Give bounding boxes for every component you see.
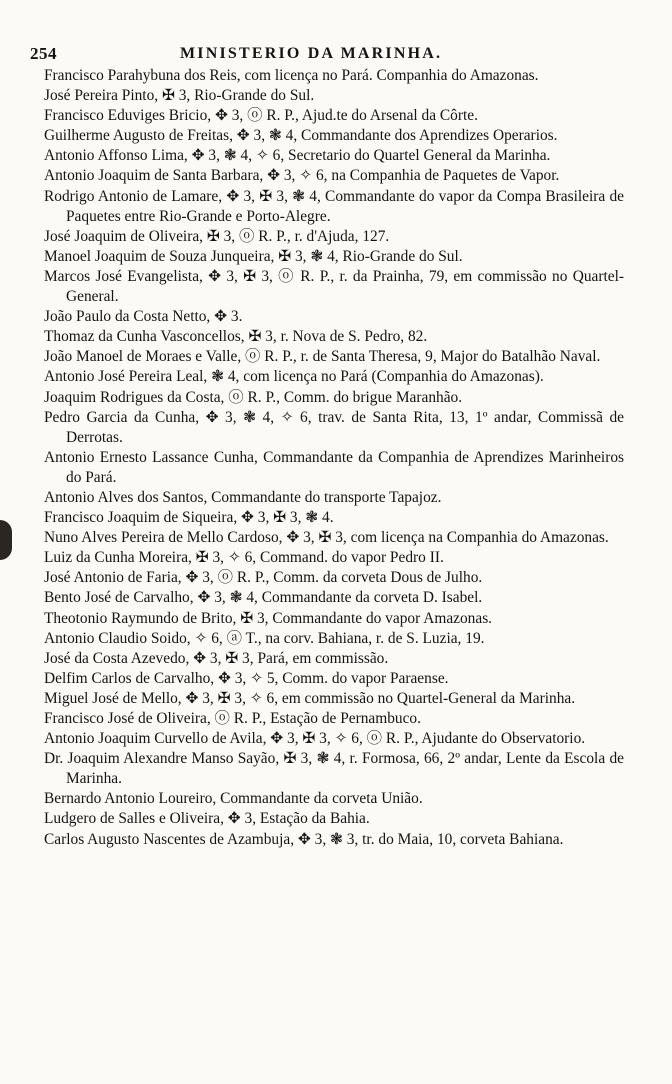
personnel-entry: Antonio Claudio Soido, ✧ 6, ⓐ T., na corv. Bahiana, r. de S. Luzia, 19. [44,629,485,647]
personnel-entry: Nuno Alves Pereira de Mello Cardoso, ✥ 3, ✠ 3, com licença na Companhia do Amazonas. [44,529,609,547]
personnel-entry: Luiz da Cunha Moreira, ✠ 3, ✧ 6, Command. do vapor Pedro II. [44,549,444,567]
personnel-entry: José Antonio de Faria, ✥ 3, ⓞ R. P., Comm. da corveta Dous de Julho. [44,569,483,587]
personnel-entry: Dr. Joaquim Alexandre Manso Sayão, ✠ 3, ❃ 4, r. Formosa, 66, 2º andar, Lente da Escola de Marinha. [44,750,624,788]
personnel-entry: Theotonio Raymundo de Brito, ✠ 3, Commandante do vapor Amazonas. [44,609,493,627]
personnel-entry: José da Costa Azevedo, ✥ 3, ✠ 3, Pará, em commissão. [44,649,389,667]
personnel-entry: Francisco Eduviges Bricio, ✥ 3, ⓞ R. P., Ajud.te do Arsenal da Côrte. [44,107,478,125]
running-title: MINISTERIO DA MARINHA. [180,45,443,62]
personnel-entry: Antonio Joaquim de Santa Barbara, ✥ 3, ✧ 6, na Companhia de Paquetes de Vapor. [44,167,560,185]
personnel-entry: Carlos Augusto Nascentes de Azambuja, ✥ 3, ❃ 3, tr. do Maia, 10, corveta Bahiana. [44,830,564,848]
personnel-entry: Antonio Joaquim Curvello de Avila, ✥ 3, ✠ 3, ✧ 6, ⓞ R. P., Ajudante do Observatorio. [44,730,586,748]
personnel-entry: Marcos José Evangelista, ✥ 3, ✠ 3, ⓞ R. P., r. da Prainha, 79, em commissão no Quartel-General. [44,267,624,306]
personnel-entry: Bento José de Carvalho, ✥ 3, ❃ 4, Commandante da corveta D. Isabel. [44,589,483,607]
personnel-entry: Ludgero de Salles e Oliveira, ✥ 3, Estação da Bahia. [44,810,370,828]
personnel-entry: Rodrigo Antonio de Lamare, ✥ 3, ✠ 3, ❃ 4, Commandante do vapor da Compa Brasileira de Paquetes entre Rio-Grande e Porto-Alegre. [44,187,624,225]
personnel-entry: Miguel José de Mello, ✥ 3, ✠ 3, ✧ 6, em commissão no Quartel-General da Marinha. [44,689,576,707]
personnel-entry: José Pereira Pinto, ✠ 3, Rio-Grande do Sul. [44,87,315,105]
personnel-entry: Antonio Ernesto Lassance Cunha, Commandante da Companhia de Aprendizes Marinheiros do Pará. [44,448,624,486]
personnel-entry: Thomaz da Cunha Vasconcellos, ✠ 3, r. Nova de S. Pedro, 82. [44,328,428,346]
personnel-entry: Francisco Parahybuna dos Reis, com licença no Pará. Companhia do Amazonas. [44,67,539,84]
personnel-entry: Delfim Carlos de Carvalho, ✥ 3, ✧ 5, Comm. do vapor Paraense. [44,669,449,687]
personnel-entry: José Joaquim de Oliveira, ✠ 3, ⓞ R. P., r. d'Ajuda, 127. [44,227,390,245]
personnel-entry: Joaquim Rodrigues da Costa, ⓞ R. P., Comm. do brigue Maranhão. [44,388,463,406]
binding-hole [0,520,12,560]
page-number: 254 [30,44,57,63]
personnel-entry: Guilherme Augusto de Freitas, ✥ 3, ❃ 4, Commandante dos Aprendizes Operarios. [44,127,558,145]
personnel-list [44,66,624,850]
personnel-entry: Francisco José de Oliveira, ⓞ R. P., Estação de Pernambuco. [44,710,421,727]
page-header [30,44,642,66]
personnel-entry: Antonio Affonso Lima, ✥ 3, ❃ 4, ✧ 6, Secretario do Quartel General da Marinha. [44,147,551,165]
personnel-entry: João Paulo da Costa Netto, ✥ 3. [44,308,243,326]
personnel-entry: Francisco Joaquim de Siqueira, ✥ 3, ✠ 3, ❃ 4. [44,509,334,527]
personnel-entry: Antonio José Pereira Leal, ❃ 4, com licença no Pará (Companhia do Amazonas). [44,368,544,386]
personnel-entry: Pedro Garcia da Cunha, ✥ 3, ❃ 4, ✧ 6, trav. de Santa Rita, 13, 1º andar, Commissã de Derrotas. [44,408,624,446]
personnel-entry: Bernardo Antonio Loureiro, Commandante da corveta União. [44,790,423,808]
personnel-entry: Manoel Joaquim de Souza Junqueira, ✠ 3, ❃ 4, Rio-Grande do Sul. [44,247,463,265]
personnel-entry: Antonio Alves dos Santos, Commandante do transporte Tapajoz. [44,488,442,506]
personnel-entry: João Manoel de Moraes e Valle, ⓞ R. P., r. de Santa Theresa, 9, Major do Batalhão Naval. [44,348,601,366]
